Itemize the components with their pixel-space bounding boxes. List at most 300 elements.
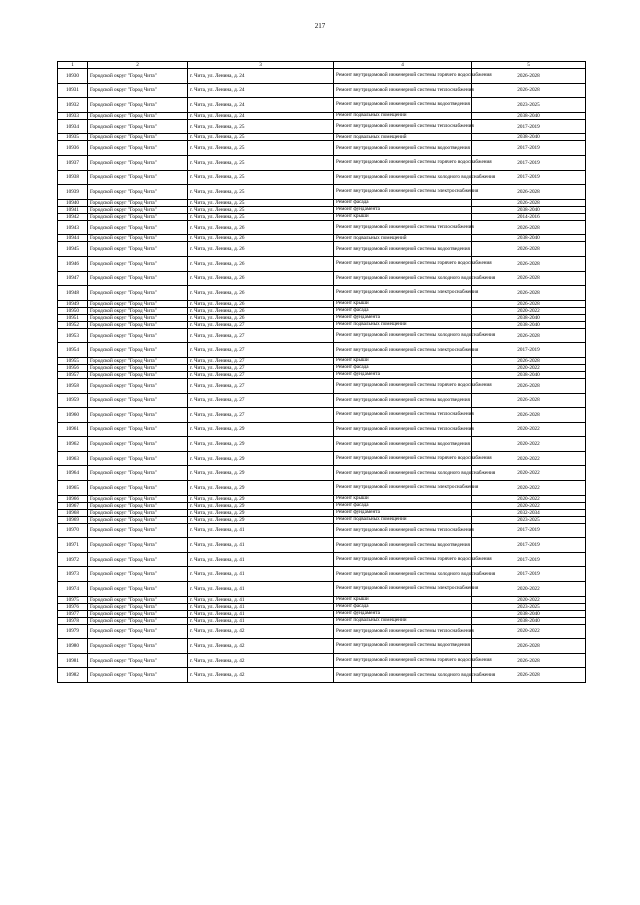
address-cell: г. Чита, ул. Ленина, д. 42 [188, 639, 334, 654]
work-type-cell: Ремонт внутридомовой инженерной системы водоотведения [334, 538, 472, 553]
row-number-cell: 10972 [58, 552, 88, 567]
address-cell: г. Чита, ул. Ленина, д. 29 [188, 451, 334, 466]
work-type-cell: Ремонт внутридомовой инженерной системы электроснабжения [334, 582, 472, 597]
table-row [58, 119, 586, 134]
row-number-cell: 10960 [58, 408, 88, 423]
work-type-cell: Ремонт внутридомовой инженерной системы холодного водоснабжения [334, 271, 472, 286]
period-cell: 2017-2019 [472, 552, 586, 567]
municipality-cell: Городской округ "Город Чита" [88, 639, 188, 654]
address-cell: г. Чита, ул. Ленина, д. 24 [188, 112, 334, 119]
municipality-cell: Городской округ "Город Чита" [88, 516, 188, 523]
table-row [58, 83, 586, 98]
address-cell: г. Чита, ул. Ленина, д. 41 [188, 617, 334, 624]
table-body [58, 69, 586, 683]
period-cell: 2038-2040 [472, 134, 586, 141]
address-cell: г. Чита, ул. Ленина, д. 41 [188, 596, 334, 603]
row-number-cell: 10962 [58, 437, 88, 452]
column-header: 4 [334, 62, 472, 69]
municipality-cell: Городской округ "Город Чита" [88, 213, 188, 220]
row-number-cell: 10952 [58, 321, 88, 328]
municipality-cell: Городской округ "Город Чита" [88, 567, 188, 582]
address-cell: г. Чита, ул. Ленина, д. 24 [188, 98, 334, 113]
row-number-cell: 10966 [58, 495, 88, 502]
period-cell: 2026-2028 [472, 357, 586, 364]
row-number-cell: 10970 [58, 523, 88, 538]
municipality-cell: Городской округ "Город Чита" [88, 596, 188, 603]
municipality-cell: Городской округ "Город Чита" [88, 134, 188, 141]
work-type-cell: Ремонт фундамента [334, 206, 472, 213]
row-number-cell: 10939 [58, 185, 88, 200]
period-cell: 2026-2028 [472, 69, 586, 84]
row-number-cell: 10948 [58, 286, 88, 301]
address-cell: г. Чита, ул. Ленина, д. 29 [188, 495, 334, 502]
column-header: 1 [58, 62, 88, 69]
period-cell: 2017-2019 [472, 567, 586, 582]
period-cell: 2026-2028 [472, 653, 586, 668]
period-cell: 2017-2019 [472, 141, 586, 156]
table-row [58, 516, 586, 523]
work-type-cell: Ремонт внутридомовой инженерной системы холодного водоснабжения [334, 170, 472, 185]
address-cell: г. Чита, ул. Ленина, д. 29 [188, 466, 334, 481]
row-number-cell: 10963 [58, 451, 88, 466]
work-type-cell: Ремонт внутридомовой инженерной системы электроснабжения [334, 481, 472, 496]
row-number-cell: 10931 [58, 83, 88, 98]
work-type-cell: Ремонт фасада [334, 603, 472, 610]
period-cell: 2017-2019 [472, 523, 586, 538]
period-cell: 2023-2025 [472, 98, 586, 113]
row-number-cell: 10968 [58, 509, 88, 516]
municipality-cell: Городской округ "Город Чита" [88, 321, 188, 328]
work-type-cell: Ремонт фундамента [334, 314, 472, 321]
column-header: 3 [188, 62, 334, 69]
address-cell: г. Чита, ул. Ленина, д. 27 [188, 321, 334, 328]
work-type-cell: Ремонт крыши [334, 300, 472, 307]
table-row [58, 668, 586, 683]
municipality-cell: Городской округ "Город Чита" [88, 552, 188, 567]
work-type-cell: Ремонт внутридомовой инженерной системы водоотведения [334, 98, 472, 113]
table-row [58, 364, 586, 371]
row-number-cell: 10959 [58, 393, 88, 408]
table-row [58, 112, 586, 119]
table-row [58, 155, 586, 170]
work-type-cell: Ремонт внутридомовой инженерной системы горячего водоснабжения [334, 552, 472, 567]
address-cell: г. Чита, ул. Ленина, д. 25 [188, 185, 334, 200]
table-row [58, 422, 586, 437]
address-cell: г. Чита, ул. Ленина, д. 27 [188, 393, 334, 408]
work-type-cell: Ремонт подвальных помещений [334, 617, 472, 624]
work-type-cell: Ремонт внутридомовой инженерной системы горячего водоснабжения [334, 653, 472, 668]
work-type-cell: Ремонт фасада [334, 307, 472, 314]
municipality-cell: Городской округ "Город Чита" [88, 502, 188, 509]
municipality-cell: Городской округ "Город Чита" [88, 300, 188, 307]
municipality-cell: Городской округ "Город Чита" [88, 422, 188, 437]
period-cell: 2017-2019 [472, 343, 586, 358]
address-cell: г. Чита, ул. Ленина, д. 29 [188, 502, 334, 509]
header-row [58, 62, 586, 69]
table-row [58, 170, 586, 185]
work-type-cell: Ремонт внутридомовой инженерной системы теплоснабжения [334, 408, 472, 423]
table-row [58, 495, 586, 502]
table-row [58, 371, 586, 378]
work-type-cell: Ремонт внутридомовой инженерной системы горячего водоснабжения [334, 69, 472, 84]
address-cell: г. Чита, ул. Ленина, д. 25 [188, 155, 334, 170]
municipality-cell: Городской округ "Город Чита" [88, 286, 188, 301]
period-cell: 2026-2028 [472, 393, 586, 408]
row-number-cell: 10956 [58, 364, 88, 371]
row-number-cell: 10944 [58, 235, 88, 242]
address-cell: г. Чита, ул. Ленина, д. 26 [188, 300, 334, 307]
municipality-cell: Городской округ "Город Чита" [88, 481, 188, 496]
period-cell: 2020-2022 [472, 495, 586, 502]
row-number-cell: 10933 [58, 112, 88, 119]
row-number-cell: 10940 [58, 199, 88, 206]
work-type-cell: Ремонт внутридомовой инженерной системы холодного водоснабжения [334, 668, 472, 683]
work-type-cell: Ремонт подвальных помещений [334, 321, 472, 328]
row-number-cell: 10941 [58, 206, 88, 213]
work-type-cell: Ремонт внутридомовой инженерной системы теплоснабжения [334, 119, 472, 134]
period-cell: 2020-2022 [472, 422, 586, 437]
period-cell: 2020-2022 [472, 624, 586, 639]
period-cell: 2020-2022 [472, 437, 586, 452]
municipality-cell: Городской округ "Город Чита" [88, 170, 188, 185]
municipality-cell: Городской округ "Город Чита" [88, 364, 188, 371]
table-row [58, 69, 586, 84]
period-cell: 2026-2028 [472, 639, 586, 654]
municipality-cell: Городской округ "Город Чита" [88, 220, 188, 235]
address-cell: г. Чита, ул. Ленина, д. 25 [188, 141, 334, 156]
table-row [58, 451, 586, 466]
table-row [58, 199, 586, 206]
table-row [58, 242, 586, 257]
address-cell: г. Чита, ул. Ленина, д. 26 [188, 271, 334, 286]
address-cell: г. Чита, ул. Ленина, д. 24 [188, 69, 334, 84]
municipality-cell: Городской округ "Город Чита" [88, 523, 188, 538]
table-row [58, 466, 586, 481]
address-cell: г. Чита, ул. Ленина, д. 29 [188, 437, 334, 452]
table-row [58, 603, 586, 610]
municipality-cell: Городской округ "Город Чита" [88, 119, 188, 134]
work-type-cell: Ремонт внутридомовой инженерной системы водоотведения [334, 437, 472, 452]
period-cell: 2020-2022 [472, 481, 586, 496]
municipality-cell: Городской округ "Город Чита" [88, 206, 188, 213]
municipality-cell: Городской округ "Город Чита" [88, 307, 188, 314]
row-number-cell: 10976 [58, 603, 88, 610]
table-row [58, 610, 586, 617]
work-type-cell: Ремонт внутридомовой инженерной системы водоотведения [334, 141, 472, 156]
column-header: 2 [88, 62, 188, 69]
repair-schedule-table [57, 61, 586, 683]
table-row [58, 300, 586, 307]
table-row [58, 314, 586, 321]
row-number-cell: 10949 [58, 300, 88, 307]
period-cell: 2020-2022 [472, 364, 586, 371]
work-type-cell: Ремонт внутридомовой инженерной системы теплоснабжения [334, 523, 472, 538]
municipality-cell: Городской округ "Город Чита" [88, 378, 188, 393]
municipality-cell: Городской округ "Город Чита" [88, 617, 188, 624]
address-cell: г. Чита, ул. Ленина, д. 26 [188, 242, 334, 257]
address-cell: г. Чита, ул. Ленина, д. 41 [188, 567, 334, 582]
municipality-cell: Городской округ "Город Чита" [88, 466, 188, 481]
municipality-cell: Городской округ "Город Чита" [88, 98, 188, 113]
table-row [58, 307, 586, 314]
address-cell: г. Чита, ул. Ленина, д. 25 [188, 206, 334, 213]
work-type-cell: Ремонт внутридомовой инженерной системы электроснабжения [334, 185, 472, 200]
municipality-cell: Городской округ "Город Чита" [88, 343, 188, 358]
work-type-cell: Ремонт внутридомовой инженерной системы теплоснабжения [334, 422, 472, 437]
period-cell: 2026-2028 [472, 242, 586, 257]
row-number-cell: 10942 [58, 213, 88, 220]
table-row [58, 538, 586, 553]
address-cell: г. Чита, ул. Ленина, д. 27 [188, 343, 334, 358]
address-cell: г. Чита, ул. Ленина, д. 24 [188, 83, 334, 98]
period-cell: 2020-2022 [472, 451, 586, 466]
row-number-cell: 10958 [58, 378, 88, 393]
municipality-cell: Городской округ "Город Чита" [88, 624, 188, 639]
municipality-cell: Городской округ "Город Чита" [88, 256, 188, 271]
municipality-cell: Городской округ "Город Чита" [88, 271, 188, 286]
table-row [58, 408, 586, 423]
work-type-cell: Ремонт крыши [334, 357, 472, 364]
address-cell: г. Чита, ул. Ленина, д. 41 [188, 538, 334, 553]
period-cell: 2038-2040 [472, 235, 586, 242]
row-number-cell: 10932 [58, 98, 88, 113]
municipality-cell: Городской округ "Город Чита" [88, 328, 188, 343]
address-cell: г. Чита, ул. Ленина, д. 42 [188, 668, 334, 683]
period-cell: 2026-2028 [472, 668, 586, 683]
period-cell: 2026-2028 [472, 271, 586, 286]
period-cell: 2026-2028 [472, 378, 586, 393]
row-number-cell: 10964 [58, 466, 88, 481]
work-type-cell: Ремонт подвальных помещений [334, 134, 472, 141]
table-row [58, 582, 586, 597]
work-type-cell: Ремонт фасада [334, 364, 472, 371]
period-cell: 2026-2028 [472, 199, 586, 206]
address-cell: г. Чита, ул. Ленина, д. 27 [188, 371, 334, 378]
table-row [58, 552, 586, 567]
period-cell: 2026-2028 [472, 256, 586, 271]
municipality-cell: Городской округ "Город Чита" [88, 112, 188, 119]
address-cell: г. Чита, ул. Ленина, д. 27 [188, 378, 334, 393]
municipality-cell: Городской округ "Город Чита" [88, 242, 188, 257]
work-type-cell: Ремонт фасада [334, 199, 472, 206]
municipality-cell: Городской округ "Город Чита" [88, 653, 188, 668]
table-row [58, 134, 586, 141]
municipality-cell: Городской округ "Город Чита" [88, 393, 188, 408]
municipality-cell: Городской округ "Город Чита" [88, 509, 188, 516]
row-number-cell: 10934 [58, 119, 88, 134]
period-cell: 2017-2019 [472, 170, 586, 185]
work-type-cell: Ремонт внутридомовой инженерной системы водоотведения [334, 393, 472, 408]
municipality-cell: Городской округ "Город Чита" [88, 314, 188, 321]
address-cell: г. Чита, ул. Ленина, д. 25 [188, 199, 334, 206]
address-cell: г. Чита, ул. Ленина, д. 26 [188, 235, 334, 242]
work-type-cell: Ремонт внутридомовой инженерной системы теплоснабжения [334, 220, 472, 235]
work-type-cell: Ремонт подвальных помещений [334, 235, 472, 242]
row-number-cell: 10945 [58, 242, 88, 257]
work-type-cell: Ремонт внутридомовой инженерной системы теплоснабжения [334, 624, 472, 639]
municipality-cell: Городской округ "Город Чита" [88, 155, 188, 170]
municipality-cell: Городской округ "Город Чита" [88, 603, 188, 610]
column-header: 5 [472, 62, 586, 69]
period-cell: 2026-2028 [472, 220, 586, 235]
work-type-cell: Ремонт внутридомовой инженерной системы электроснабжения [334, 286, 472, 301]
work-type-cell: Ремонт внутридомовой инженерной системы холодного водоснабжения [334, 466, 472, 481]
address-cell: г. Чита, ул. Ленина, д. 25 [188, 119, 334, 134]
row-number-cell: 10973 [58, 567, 88, 582]
address-cell: г. Чита, ул. Ленина, д. 42 [188, 624, 334, 639]
period-cell: 2032-2034 [472, 509, 586, 516]
row-number-cell: 10974 [58, 582, 88, 597]
table-row [58, 220, 586, 235]
table-row [58, 653, 586, 668]
row-number-cell: 10954 [58, 343, 88, 358]
row-number-cell: 10943 [58, 220, 88, 235]
table-row [58, 437, 586, 452]
row-number-cell: 10955 [58, 357, 88, 364]
work-type-cell: Ремонт фундамента [334, 371, 472, 378]
address-cell: г. Чита, ул. Ленина, д. 29 [188, 509, 334, 516]
municipality-cell: Городской округ "Город Чита" [88, 199, 188, 206]
period-cell: 2017-2019 [472, 155, 586, 170]
work-type-cell: Ремонт внутридомовой инженерной системы горячего водоснабжения [334, 155, 472, 170]
row-number-cell: 10971 [58, 538, 88, 553]
work-type-cell: Ремонт крыши [334, 213, 472, 220]
table-row [58, 596, 586, 603]
municipality-cell: Городской округ "Город Чита" [88, 235, 188, 242]
table-row [58, 624, 586, 639]
work-type-cell: Ремонт внутридомовой инженерной системы горячего водоснабжения [334, 256, 472, 271]
address-cell: г. Чита, ул. Ленина, д. 26 [188, 220, 334, 235]
address-cell: г. Чита, ул. Ленина, д. 41 [188, 523, 334, 538]
municipality-cell: Городской округ "Город Чита" [88, 185, 188, 200]
work-type-cell: Ремонт внутридомовой инженерной системы горячего водоснабжения [334, 378, 472, 393]
table-row [58, 343, 586, 358]
period-cell: 2038-2040 [472, 321, 586, 328]
address-cell: г. Чита, ул. Ленина, д. 26 [188, 314, 334, 321]
row-number-cell: 10975 [58, 596, 88, 603]
table-row [58, 393, 586, 408]
period-cell: 2038-2040 [472, 112, 586, 119]
row-number-cell: 10950 [58, 307, 88, 314]
address-cell: г. Чита, ул. Ленина, д. 25 [188, 213, 334, 220]
address-cell: г. Чита, ул. Ленина, д. 42 [188, 653, 334, 668]
municipality-cell: Городской округ "Город Чита" [88, 83, 188, 98]
work-type-cell: Ремонт внутридомовой инженерной системы холодного водоснабжения [334, 567, 472, 582]
municipality-cell: Городской округ "Город Чита" [88, 610, 188, 617]
address-cell: г. Чита, ул. Ленина, д. 29 [188, 422, 334, 437]
row-number-cell: 10938 [58, 170, 88, 185]
row-number-cell: 10967 [58, 502, 88, 509]
row-number-cell: 10947 [58, 271, 88, 286]
table-row [58, 502, 586, 509]
row-number-cell: 10961 [58, 422, 88, 437]
table-row [58, 639, 586, 654]
work-type-cell: Ремонт внутридомовой инженерной системы водоотведения [334, 639, 472, 654]
table-row [58, 206, 586, 213]
period-cell: 2038-2040 [472, 314, 586, 321]
table-row [58, 235, 586, 242]
row-number-cell: 10965 [58, 481, 88, 496]
table-row [58, 328, 586, 343]
table-row [58, 271, 586, 286]
table-row [58, 141, 586, 156]
address-cell: г. Чита, ул. Ленина, д. 41 [188, 552, 334, 567]
table-row [58, 321, 586, 328]
work-type-cell: Ремонт внутридомовой инженерной системы горячего водоснабжения [334, 451, 472, 466]
municipality-cell: Городской округ "Город Чита" [88, 538, 188, 553]
page-number: 217 [314, 22, 326, 30]
work-type-cell: Ремонт фундамента [334, 509, 472, 516]
address-cell: г. Чита, ул. Ленина, д. 41 [188, 603, 334, 610]
period-cell: 2038-2040 [472, 610, 586, 617]
address-cell: г. Чита, ул. Ленина, д. 27 [188, 364, 334, 371]
period-cell: 2017-2019 [472, 119, 586, 134]
table-row [58, 481, 586, 496]
table-row [58, 509, 586, 516]
address-cell: г. Чита, ул. Ленина, д. 26 [188, 286, 334, 301]
municipality-cell: Городской округ "Город Чита" [88, 371, 188, 378]
row-number-cell: 10969 [58, 516, 88, 523]
work-type-cell: Ремонт крыши [334, 596, 472, 603]
work-type-cell: Ремонт внутридомовой инженерной системы теплоснабжения [334, 83, 472, 98]
period-cell: 2026-2028 [472, 408, 586, 423]
row-number-cell: 10935 [58, 134, 88, 141]
table-row [58, 523, 586, 538]
municipality-cell: Городской округ "Город Чита" [88, 69, 188, 84]
period-cell: 2020-2022 [472, 596, 586, 603]
municipality-cell: Городской округ "Город Чита" [88, 141, 188, 156]
municipality-cell: Городской округ "Город Чита" [88, 357, 188, 364]
municipality-cell: Городской округ "Город Чита" [88, 408, 188, 423]
row-number-cell: 10937 [58, 155, 88, 170]
municipality-cell: Городской округ "Город Чита" [88, 668, 188, 683]
period-cell: 2026-2028 [472, 286, 586, 301]
address-cell: г. Чита, ул. Ленина, д. 26 [188, 307, 334, 314]
table-row [58, 185, 586, 200]
work-type-cell: Ремонт внутридомовой инженерной системы водоотведения [334, 242, 472, 257]
address-cell: г. Чита, ул. Ленина, д. 29 [188, 516, 334, 523]
work-type-cell: Ремонт подвальных помещений [334, 516, 472, 523]
address-cell: г. Чита, ул. Ленина, д. 25 [188, 170, 334, 185]
row-number-cell: 10978 [58, 617, 88, 624]
period-cell: 2038-2040 [472, 371, 586, 378]
period-cell: 2020-2022 [472, 502, 586, 509]
period-cell: 2026-2028 [472, 185, 586, 200]
row-number-cell: 10953 [58, 328, 88, 343]
address-cell: г. Чита, ул. Ленина, д. 27 [188, 357, 334, 364]
table-row [58, 357, 586, 364]
address-cell: г. Чита, ул. Ленина, д. 25 [188, 134, 334, 141]
period-cell: 2023-2025 [472, 516, 586, 523]
work-type-cell: Ремонт крыши [334, 495, 472, 502]
address-cell: г. Чита, ул. Ленина, д. 27 [188, 408, 334, 423]
work-type-cell: Ремонт внутридомовой инженерной системы холодного водоснабжения [334, 328, 472, 343]
municipality-cell: Городской округ "Город Чита" [88, 495, 188, 502]
period-cell: 2017-2019 [472, 538, 586, 553]
table-row [58, 98, 586, 113]
period-cell: 2020-2022 [472, 307, 586, 314]
table-row [58, 213, 586, 220]
period-cell: 2026-2028 [472, 83, 586, 98]
row-number-cell: 10957 [58, 371, 88, 378]
row-number-cell: 10977 [58, 610, 88, 617]
work-type-cell: Ремонт фундамента [334, 610, 472, 617]
work-type-cell: Ремонт фасада [334, 502, 472, 509]
row-number-cell: 10981 [58, 653, 88, 668]
period-cell: 2026-2028 [472, 300, 586, 307]
address-cell: г. Чита, ул. Ленина, д. 41 [188, 582, 334, 597]
table-row [58, 617, 586, 624]
